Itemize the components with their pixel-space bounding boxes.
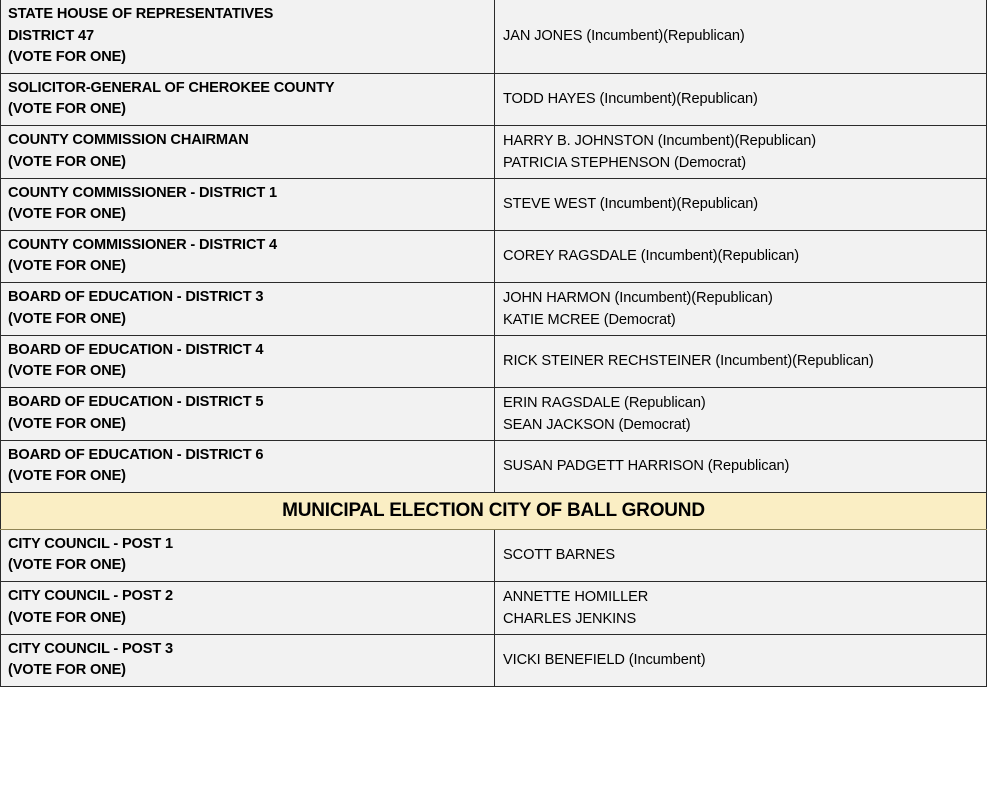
contest-row — [1, 73, 987, 125]
candidates-list — [495, 540, 986, 570]
candidate-option[interactable]: RICK STEINER RECHSTEINER (Incumbent)(Republican) — [503, 353, 874, 369]
office-title: CITY COUNCIL - POST 3 — [8, 640, 173, 657]
candidates-list — [495, 189, 986, 219]
candidate-option[interactable]: SEAN JACKSON (Democrat) — [503, 416, 691, 433]
vote-for-instruction: (VOTE FOR ONE) — [8, 153, 126, 170]
office-district: DISTRICT 47 — [8, 27, 94, 44]
office-cell — [1, 440, 495, 492]
office-cell — [1, 178, 495, 230]
candidates-cell — [495, 529, 987, 581]
office-cell-content — [1, 179, 494, 230]
candidate-option[interactable]: JAN JONES (Incumbent)(Republican) — [503, 28, 745, 45]
contest-row — [1, 125, 987, 178]
office-cell — [1, 529, 495, 581]
contest-row — [1, 581, 987, 634]
candidate-option[interactable]: SCOTT BARNES — [503, 547, 616, 563]
candidates-list — [495, 451, 986, 481]
candidates-cell — [495, 178, 987, 230]
office-title: STATE HOUSE OF REPRESENTATIVES — [8, 6, 274, 22]
vote-for-instruction: (VOTE FOR ONE) — [8, 49, 126, 65]
contest-row — [1, 0, 987, 73]
office-cell — [1, 125, 495, 178]
office-cell-content — [1, 582, 494, 633]
office-title: BOARD OF EDUCATION - DISTRICT 4 — [8, 341, 264, 358]
contest-row — [1, 440, 987, 492]
office-cell-content — [1, 635, 494, 686]
office-cell-content — [1, 530, 494, 581]
office-cell — [1, 634, 495, 686]
candidate-option[interactable]: COREY RAGSDALE (Incumbent)(Republican) — [503, 248, 800, 264]
candidates-cell — [495, 282, 987, 335]
office-cell-content — [1, 283, 494, 334]
candidates-cell — [495, 634, 987, 686]
candidates-cell — [495, 73, 987, 125]
office-cell — [1, 387, 495, 440]
candidates-cell — [495, 0, 987, 73]
office-cell — [1, 0, 495, 73]
candidates-cell — [495, 387, 987, 440]
office-cell-content — [1, 231, 494, 282]
office-title: CITY COUNCIL - POST 2 — [8, 588, 173, 604]
candidate-option[interactable]: CHARLES JENKINS — [503, 610, 637, 627]
vote-for-instruction: (VOTE FOR ONE) — [8, 415, 126, 432]
candidate-option[interactable]: HARRY B. JOHNSTON (Incumbent)(Republican) — [503, 132, 817, 149]
candidate-option[interactable]: SUSAN PADGETT HARRISON (Republican) — [503, 458, 790, 474]
candidates-list — [495, 21, 986, 51]
office-cell-content — [1, 388, 494, 439]
vote-for-instruction: (VOTE FOR ONE) — [8, 258, 126, 274]
candidates-list — [495, 84, 986, 114]
office-title: SOLICITOR-GENERAL OF CHEROKEE COUNTY — [8, 79, 335, 96]
vote-for-instruction: (VOTE FOR ONE) — [8, 101, 126, 117]
office-cell-content — [1, 441, 494, 492]
vote-for-instruction: (VOTE FOR ONE) — [8, 363, 126, 379]
candidate-option[interactable]: JOHN HARMON (Incumbent)(Republican) — [503, 289, 773, 306]
candidate-option[interactable]: STEVE WEST (Incumbent)(Republican) — [503, 196, 759, 212]
office-cell-content — [1, 0, 494, 73]
office-cell — [1, 581, 495, 634]
contest-row — [1, 387, 987, 440]
candidates-cell — [495, 230, 987, 282]
candidate-option[interactable]: PATRICIA STEPHENSON (Democrat) — [503, 154, 746, 171]
candidates-list — [495, 126, 986, 178]
vote-for-instruction: (VOTE FOR ONE) — [8, 310, 126, 327]
office-cell — [1, 73, 495, 125]
candidate-option[interactable]: TODD HAYES (Incumbent)(Republican) — [503, 91, 758, 107]
office-title: BOARD OF EDUCATION - DISTRICT 5 — [8, 394, 264, 410]
office-title: CITY COUNCIL - POST 1 — [8, 535, 173, 552]
section-banner-row — [1, 492, 987, 529]
vote-for-instruction: (VOTE FOR ONE) — [8, 609, 126, 626]
office-cell-content — [1, 126, 494, 177]
office-cell-content — [1, 336, 494, 387]
candidates-list — [495, 388, 986, 440]
contest-row — [1, 335, 987, 387]
contest-row — [1, 178, 987, 230]
vote-for-instruction: (VOTE FOR ONE) — [8, 557, 126, 573]
office-title: COUNTY COMMISSION CHAIRMAN — [8, 132, 249, 148]
section-banner-label: MUNICIPAL ELECTION CITY OF BALL GROUND — [282, 499, 705, 521]
office-cell — [1, 230, 495, 282]
contest-row — [1, 282, 987, 335]
candidate-option[interactable]: ANNETTE HOMILLER — [503, 588, 649, 605]
office-title: BOARD OF EDUCATION - DISTRICT 6 — [8, 446, 264, 463]
office-title: BOARD OF EDUCATION - DISTRICT 3 — [8, 289, 264, 305]
candidates-list — [495, 241, 986, 271]
contest-row — [1, 230, 987, 282]
office-cell — [1, 282, 495, 335]
candidates-list — [495, 582, 986, 634]
office-title: COUNTY COMMISSIONER - DISTRICT 4 — [8, 236, 277, 253]
candidate-option[interactable]: KATIE MCREE (Democrat) — [503, 311, 676, 328]
vote-for-instruction: (VOTE FOR ONE) — [8, 206, 126, 222]
office-title: COUNTY COMMISSIONER - DISTRICT 1 — [8, 184, 277, 201]
candidates-cell — [495, 125, 987, 178]
contest-row — [1, 529, 987, 581]
office-cell-content — [1, 74, 494, 125]
candidates-cell — [495, 335, 987, 387]
candidates-cell — [495, 581, 987, 634]
office-cell — [1, 335, 495, 387]
section-banner-cell — [1, 492, 987, 529]
candidate-option[interactable]: VICKI BENEFIELD (Incumbent) — [503, 652, 706, 668]
vote-for-instruction: (VOTE FOR ONE) — [8, 662, 126, 678]
contest-row — [1, 634, 987, 686]
vote-for-instruction: (VOTE FOR ONE) — [8, 468, 126, 484]
candidates-cell — [495, 440, 987, 492]
candidates-list — [495, 283, 986, 335]
candidates-list — [495, 645, 986, 675]
candidates-list — [495, 346, 986, 376]
candidate-option[interactable]: ERIN RAGSDALE (Republican) — [503, 394, 706, 411]
